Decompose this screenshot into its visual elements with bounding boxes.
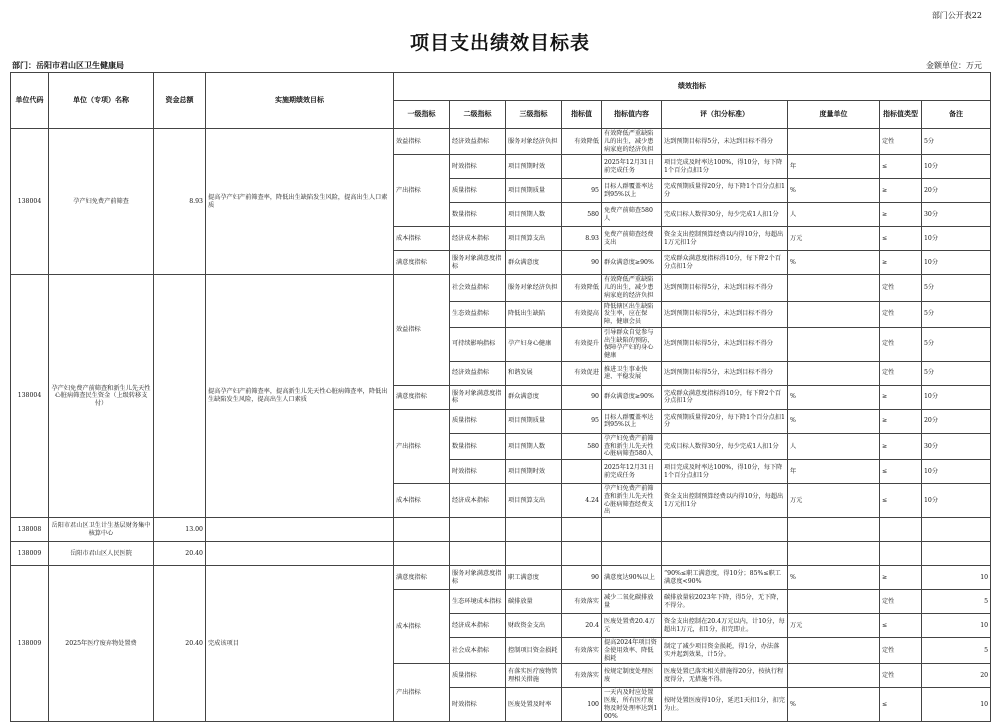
cell-unit-code: 138004 (11, 129, 49, 275)
cell-content: 一天内及时应处置医废，所有医疗废物及时处理率达到100% (602, 688, 662, 722)
cell-eval: 项目完成及时率达100%，得10分，每下降1个百分点扣1分 (662, 155, 788, 179)
cell-period-goal: 提高孕产妇产前筛查率，降低出生缺陷发生风险，提高出生人口素质 (206, 129, 394, 275)
table-row (11, 566, 991, 590)
cell-value: 有效降低 (562, 129, 602, 155)
cell-value: 有效落实 (562, 638, 602, 664)
cell-level2: 可持续影响指标 (450, 327, 506, 361)
cell-value: 有效落实 (562, 590, 602, 614)
cell-measure-unit: 年 (788, 460, 880, 484)
cell-value-type: ≥ (880, 251, 922, 275)
cell-value: 95 (562, 409, 602, 433)
col-level1: 一级指标 (394, 101, 450, 129)
cell-remark: 5分 (922, 301, 991, 327)
cell-empty (922, 518, 991, 542)
cell-eval: 碳排放量较2023年下降，得5分，无下降，不得分。 (662, 590, 788, 614)
cell-level3: 降低出生缺陷 (506, 301, 562, 327)
cell-level2: 服务对象满意度指标 (450, 251, 506, 275)
cell-value-type: 定性 (880, 590, 922, 614)
col-level2: 二级指标 (450, 101, 506, 129)
cell-empty (788, 518, 880, 542)
col-remark: 备注 (922, 101, 991, 129)
cell-level3: 有落实医疗废物管理相关措施 (506, 664, 562, 688)
cell-value: 90 (562, 385, 602, 409)
cell-remark: 10分 (922, 227, 991, 251)
cell-measure-unit (788, 301, 880, 327)
cell-measure-unit (788, 590, 880, 614)
cell-value-type: ≤ (880, 227, 922, 251)
cell-eval: 制定了减少项目资金损耗，得1分，办法落实并起到效果，计5分。 (662, 638, 788, 664)
cell-remark: 10分 (922, 460, 991, 484)
cell-value: 90 (562, 251, 602, 275)
cell-level3: 医废处置及时率 (506, 688, 562, 722)
cell-value-type: 定性 (880, 361, 922, 385)
cell-eval: 完成预期质量得20分，每下降1个百分点扣1分 (662, 409, 788, 433)
cell-level2: 质量指标 (450, 409, 506, 433)
cell-eval: 完成群众满意度指标得10分，每下降2个百分点扣1分 (662, 385, 788, 409)
cell-measure-unit: % (788, 688, 880, 722)
cell-content: 群众满意度≥90% (602, 385, 662, 409)
cell-eval: 达到预期目标得5分，未达到目标不得分 (662, 275, 788, 301)
cell-content: 推进卫生事业快速、平稳发展 (602, 361, 662, 385)
col-performance-group: 绩效指标 (394, 73, 991, 101)
table-body (11, 129, 991, 722)
cell-level1: 成本指标 (394, 484, 450, 518)
cell-content: 提高2024年项目资金使用效率、降低损耗 (602, 638, 662, 664)
cell-level2: 社会成本指标 (450, 638, 506, 664)
cell-level2: 时效指标 (450, 460, 506, 484)
cell-eval: 达到预期目标得5分，未达到目标不得分 (662, 129, 788, 155)
currency-unit-label: 金额单位：万元 (926, 61, 982, 70)
col-content: 指标值内容 (602, 101, 662, 129)
cell-remark: 20分 (922, 179, 991, 203)
cell-measure-unit: 万元 (788, 227, 880, 251)
cell-empty (394, 518, 450, 542)
cell-value-type: ≤ (880, 614, 922, 638)
cell-level2: 服务对象满意度指标 (450, 566, 506, 590)
cell-level2: 质量指标 (450, 664, 506, 688)
cell-level2: 经济效益指标 (450, 129, 506, 155)
cell-eval: 完成预期质量得20分，每下降1个百分点扣1分 (662, 179, 788, 203)
cell-content: 引导群众自觉参与出生缺陷的预防，保障孕产妇的身心健康 (602, 327, 662, 361)
cell-remark: 10分 (922, 385, 991, 409)
cell-level3: 服务对象经济负担 (506, 275, 562, 301)
cell-measure-unit: % (788, 566, 880, 590)
cell-eval: 达到预期目标得5分，未达到目标不得分 (662, 361, 788, 385)
col-unit-code: 单位代码 (11, 73, 49, 129)
cell-level3: 项目预期人数 (506, 203, 562, 227)
cell-empty (506, 542, 562, 566)
cell-measure-unit: % (788, 179, 880, 203)
cell-value-type: ≥ (880, 566, 922, 590)
cell-level3: 控制项目资金损耗 (506, 638, 562, 664)
cell-measure-unit: 万元 (788, 614, 880, 638)
cell-period-goal: 提高孕产妇产前筛查率，提高新生儿先天性心脏病筛查率，降低出生缺陷发生风险，提高出生人口素质 (206, 275, 394, 518)
cell-value: 20.4 (562, 614, 602, 638)
cell-measure-unit (788, 129, 880, 155)
cell-measure-unit (788, 275, 880, 301)
cell-content: 按规定制度处理医废 (602, 664, 662, 688)
cell-content: 医废处置费20.4万元 (602, 614, 662, 638)
cell-value (562, 460, 602, 484)
cell-content: 2025年12月31日前完成任务 (602, 460, 662, 484)
cell-level3: 项目预期质量 (506, 409, 562, 433)
cell-measure-unit (788, 638, 880, 664)
cell-value: 有效降低 (562, 275, 602, 301)
cell-level3: 项目预期质量 (506, 179, 562, 203)
cell-value: 有效促进 (562, 361, 602, 385)
cell-measure-unit: 万元 (788, 484, 880, 518)
cell-value-type: ≥ (880, 179, 922, 203)
cell-content: 孕产妇免费产前筛查和新生儿先天性心脏病筛查经费支出 (602, 484, 662, 518)
cell-value: 8.93 (562, 227, 602, 251)
performance-table (10, 72, 991, 722)
cell-remark: 5分 (922, 129, 991, 155)
cell-content: 2025年12月31日前完成任务 (602, 155, 662, 179)
cell-value-type: ≤ (880, 688, 922, 722)
cell-period-goal (206, 542, 394, 566)
cell-level3: 项目预算支出 (506, 484, 562, 518)
cell-measure-unit (788, 361, 880, 385)
cell-eval: 完成群众满意度指标得10分，每下降2个百分点扣1分 (662, 251, 788, 275)
cell-eval: 资金支出控制在20.4万元以内，计10分，每超出1万元，扣1分，扣完即止。 (662, 614, 788, 638)
cell-remark: 5 (922, 590, 991, 614)
cell-value: 有效提高 (562, 301, 602, 327)
cell-level3: 碳排放量 (506, 590, 562, 614)
cell-level3: 财政资金支出 (506, 614, 562, 638)
cell-level1: 成本指标 (394, 227, 450, 251)
cell-value-type: 定性 (880, 638, 922, 664)
cell-level3: 项目预期时效 (506, 460, 562, 484)
col-level3: 三级指标 (506, 101, 562, 129)
cell-level1: 效益指标 (394, 275, 450, 386)
cell-eval: 资金支出控制预算经费以内得10分，每超出1万元扣1分 (662, 227, 788, 251)
cell-value-type: ≥ (880, 203, 922, 227)
cell-remark: 5分 (922, 275, 991, 301)
cell-period-goal: 完成该项目 (206, 566, 394, 722)
cell-level2: 数量指标 (450, 203, 506, 227)
cell-unit-name: 孕产妇免费产前筛查和新生儿先天性心脏病筛查民生资金（上级转移支付） (49, 275, 154, 518)
cell-unit-name: 2025年医疗废弃物处置费 (49, 566, 154, 722)
cell-remark: 20分 (922, 409, 991, 433)
cell-total: 13.00 (154, 518, 206, 542)
cell-level3: 和谐发展 (506, 361, 562, 385)
cell-unit-code: 138009 (11, 542, 49, 566)
cell-value-type: ≥ (880, 409, 922, 433)
cell-total: 20.40 (154, 542, 206, 566)
cell-content: 减少二氧化碳排放量 (602, 590, 662, 614)
cell-eval: 医废处置已落实相关措施得20分，按执行程度得分，无措施不得。 (662, 664, 788, 688)
cell-eval: 资金支出控制预算经费以内得10分，每超出1万元扣1分 (662, 484, 788, 518)
col-value: 指标值 (562, 101, 602, 129)
cell-total: 20.40 (154, 566, 206, 722)
cell-level2: 生态效益指标 (450, 301, 506, 327)
cell-value-type: ≥ (880, 385, 922, 409)
cell-value-type: ≤ (880, 484, 922, 518)
cell-empty (922, 542, 991, 566)
cell-level1: 产出指标 (394, 664, 450, 722)
cell-value-type: ≥ (880, 433, 922, 459)
cell-empty (662, 518, 788, 542)
cell-content: 目标人群覆盖率达到95%以上 (602, 179, 662, 203)
col-total: 资金总额 (154, 73, 206, 129)
cell-content: 满意度达90%以上 (602, 566, 662, 590)
cell-measure-unit: 年 (788, 155, 880, 179)
col-eval: 评（扣分标准） (662, 101, 788, 129)
cell-empty (450, 542, 506, 566)
cell-level2: 经济成本指标 (450, 614, 506, 638)
cell-remark: 5分 (922, 327, 991, 361)
cell-level2: 经济成本指标 (450, 484, 506, 518)
cell-eval: “90%≤职工满意度，得10分；85%≤职工满意度<90% (662, 566, 788, 590)
cell-level3: 项目预期时效 (506, 155, 562, 179)
table-row (11, 542, 991, 566)
cell-level2: 时效指标 (450, 155, 506, 179)
cell-content: 免费产前筛查580人 (602, 203, 662, 227)
cell-level2: 社会效益指标 (450, 275, 506, 301)
cell-level2: 质量指标 (450, 179, 506, 203)
table-row (11, 275, 991, 301)
cell-unit-code: 138008 (11, 518, 49, 542)
cell-level2: 经济效益指标 (450, 361, 506, 385)
cell-measure-unit (788, 327, 880, 361)
table-row (11, 129, 991, 155)
cell-remark: 10 (922, 614, 991, 638)
cell-value: 有效落实 (562, 664, 602, 688)
cell-level1: 成本指标 (394, 590, 450, 664)
cell-content: 有效降低严重缺陷儿的出生，减少患病家庭的经济负担 (602, 129, 662, 155)
cell-value-type: 定性 (880, 129, 922, 155)
cell-value: 580 (562, 433, 602, 459)
cell-unit-name: 岳阳市君山区卫生计生基层财务集中核算中心 (49, 518, 154, 542)
cell-remark: 10分 (922, 251, 991, 275)
cell-level2: 时效指标 (450, 688, 506, 722)
cell-measure-unit: 人 (788, 433, 880, 459)
cell-content: 目标人群覆盖率达到95%以上 (602, 409, 662, 433)
cell-value: 4.24 (562, 484, 602, 518)
col-measure-unit: 度量单位 (788, 101, 880, 129)
cell-level2: 生态环境成本指标 (450, 590, 506, 614)
page-title: 项目支出绩效目标表 (409, 32, 590, 54)
table-number-label: 部门公开表22 (931, 11, 982, 20)
cell-eval: 达到预期目标得5分，未达到目标不得分 (662, 327, 788, 361)
cell-level3: 服务对象经济负担 (506, 129, 562, 155)
cell-measure-unit: 人 (788, 203, 880, 227)
cell-level3: 孕产妇身心健康 (506, 327, 562, 361)
table-row (11, 518, 991, 542)
cell-empty (562, 542, 602, 566)
cell-level2: 经济成本指标 (450, 227, 506, 251)
cell-value-type: ≤ (880, 155, 922, 179)
cell-measure-unit: % (788, 409, 880, 433)
cell-level2: 数量指标 (450, 433, 506, 459)
cell-unit-code: 138009 (11, 566, 49, 722)
cell-level1: 产出指标 (394, 155, 450, 227)
cell-empty (788, 542, 880, 566)
cell-content: 有效降低严重缺陷儿的出生，减少患病家庭的经济负担 (602, 275, 662, 301)
cell-empty (880, 518, 922, 542)
cell-value: 有效提升 (562, 327, 602, 361)
cell-period-goal (206, 518, 394, 542)
cell-remark: 10分 (922, 484, 991, 518)
cell-level1: 产出指标 (394, 409, 450, 483)
col-period-goal: 实施期绩效目标 (206, 73, 394, 129)
cell-level2: 服务对象满意度指标 (450, 385, 506, 409)
cell-content: 免费产前筛查经费支出 (602, 227, 662, 251)
cell-eval: 完成目标人数得30分，每少完成1人扣1分 (662, 433, 788, 459)
cell-value: 580 (562, 203, 602, 227)
cell-level1: 效益指标 (394, 129, 450, 155)
cell-level3: 职工满意度 (506, 566, 562, 590)
cell-unit-name: 岳阳市君山区人民医院 (49, 542, 154, 566)
cell-value-type: 定性 (880, 275, 922, 301)
cell-total (154, 275, 206, 518)
cell-value: 95 (562, 179, 602, 203)
cell-eval: 按时处置医废得10分，延迟1天扣1分，扣完为止。 (662, 688, 788, 722)
cell-level1: 满意度指标 (394, 251, 450, 275)
cell-unit-code: 138004 (11, 275, 49, 518)
cell-eval: 完成目标人数得30分，每少完成1人扣1分 (662, 203, 788, 227)
cell-remark: 10 (922, 566, 991, 590)
cell-level3: 群众满意度 (506, 251, 562, 275)
cell-content: 群众满意度≥90% (602, 251, 662, 275)
cell-remark: 20 (922, 664, 991, 688)
cell-empty (394, 542, 450, 566)
cell-unit-name: 孕产妇免费产前筛查 (49, 129, 154, 275)
col-unit-name: 单位（专项）名称 (49, 73, 154, 129)
cell-remark: 30分 (922, 203, 991, 227)
cell-eval: 达到预期目标得5分，未达到目标不得分 (662, 301, 788, 327)
cell-value-type: 定性 (880, 664, 922, 688)
cell-empty (880, 542, 922, 566)
cell-value-type: 定性 (880, 301, 922, 327)
cell-remark: 10分 (922, 155, 991, 179)
cell-empty (562, 518, 602, 542)
cell-content: 降低辖区出生缺陷发生率，应在保障，健康会员 (602, 301, 662, 327)
cell-value: 100 (562, 688, 602, 722)
cell-remark: 5分 (922, 361, 991, 385)
cell-level1: 满意度指标 (394, 385, 450, 409)
cell-measure-unit: % (788, 385, 880, 409)
cell-empty (450, 518, 506, 542)
cell-value-type: ≤ (880, 460, 922, 484)
cell-measure-unit (788, 664, 880, 688)
cell-empty (602, 518, 662, 542)
department-label: 部门：岳阳市君山区卫生健康局 (12, 60, 124, 70)
cell-value: 90 (562, 566, 602, 590)
cell-remark: 30分 (922, 433, 991, 459)
cell-total: 8.93 (154, 129, 206, 275)
cell-eval: 项目完成及时率达100%，得10分，每下降1个百分点扣1分 (662, 460, 788, 484)
cell-content: 孕产妇免费产前筛查和新生儿先天性心脏病筛查580人 (602, 433, 662, 459)
cell-value-type: 定性 (880, 327, 922, 361)
cell-measure-unit: % (788, 251, 880, 275)
cell-value (562, 155, 602, 179)
cell-level3: 项目预算支出 (506, 227, 562, 251)
cell-remark: 10 (922, 688, 991, 722)
col-value-type: 指标值类型 (880, 101, 922, 129)
cell-remark: 5 (922, 638, 991, 664)
cell-empty (662, 542, 788, 566)
cell-empty (506, 518, 562, 542)
cell-level3: 群众满意度 (506, 385, 562, 409)
cell-level3: 项目预期人数 (506, 433, 562, 459)
cell-empty (602, 542, 662, 566)
cell-level1: 满意度指标 (394, 566, 450, 590)
